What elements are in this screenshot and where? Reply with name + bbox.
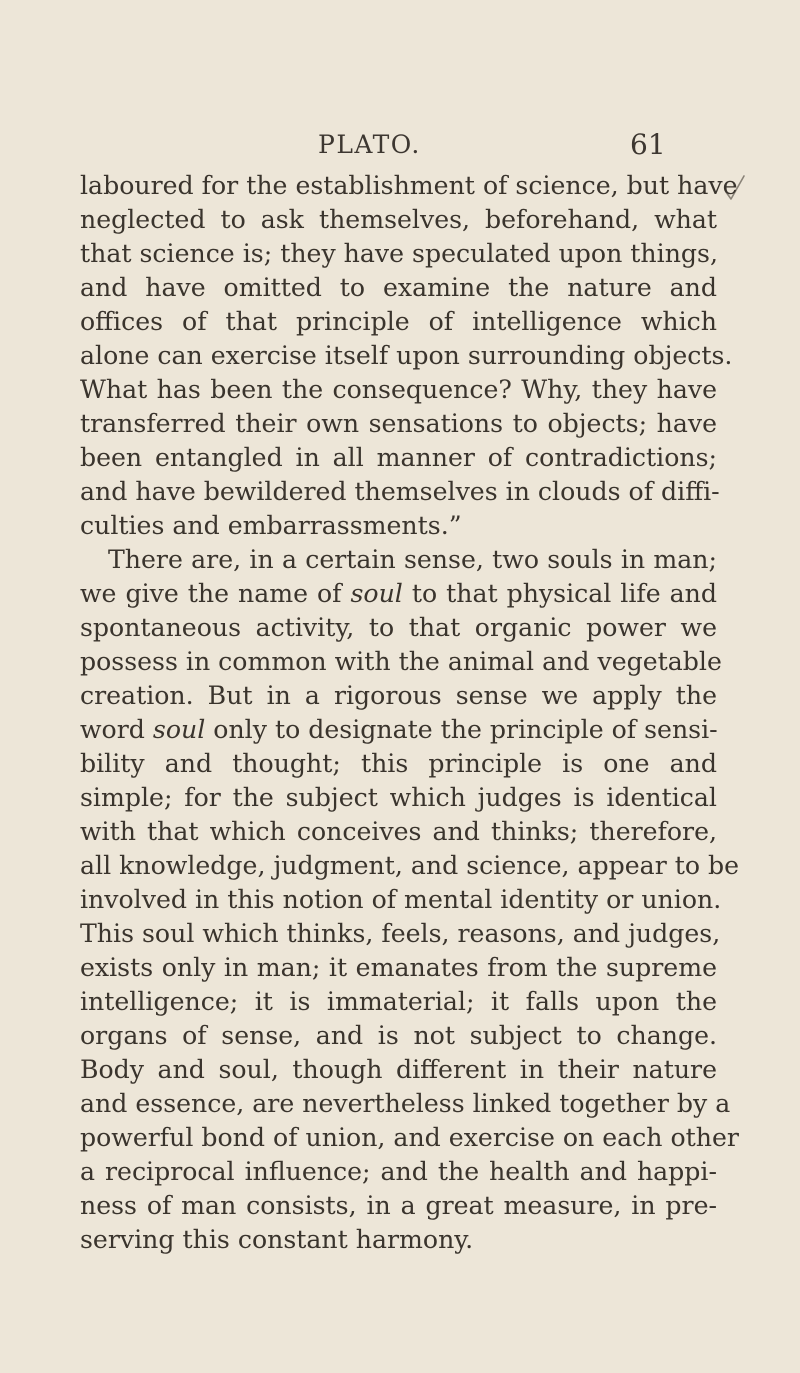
paragraph-start-line: There are, in a certain sense, two souls in man; [108,545,717,574]
text-line: involved in this notion of mental identity or union. [80,885,722,914]
text-line: been entangled in all manner of contradictions; [80,443,717,472]
text-line: serving this constant harmony. [80,1225,474,1254]
text-line: ness of man consists, in a great measure, in pre- [80,1191,717,1220]
text-line: with that which conceives and thinks; therefore, [80,817,717,846]
text-line: all knowledge, judgment, and science, appear to be [80,851,740,880]
text-line: bility and thought; this principle is one and [80,749,717,778]
running-head: PLATO. [318,130,421,159]
text-line: possess in common with the animal and vegetable [80,647,722,676]
italic-word: soul [152,715,206,744]
text-line: neglected to ask themselves, beforehand, what [80,205,717,234]
text-line: This soul which thinks, feels, reasons, and judges, [80,919,721,948]
text-line: intelligence; it is immaterial; it falls upon the [80,987,717,1016]
text-line: Body and soul, though different in their nature [80,1055,717,1084]
text-line: and have bewildered themselves in clouds of diffi- [80,477,720,506]
text-line: that science is; they have speculated upon things, [80,239,718,268]
text-line: spontaneous activity, to that organic power we [80,613,717,642]
text-line: simple; for the subject which judges is identical [80,783,717,812]
body-text [80,169,740,1257]
italic-word: soul [350,579,403,608]
text-line: and essence, are nevertheless linked together by a [80,1089,731,1118]
text-line: organs of sense, and is not subject to change. [80,1021,717,1050]
text-line: offices of that principle of intelligence which [80,307,717,336]
text-line: alone can exercise itself upon surrounding objects. [80,341,733,370]
page-header [0,128,800,168]
text-line: word soul only to designate the principle of sensi- [80,715,718,744]
text-line: What has been the consequence? Why, they have [80,375,717,404]
text-line: powerful bond of union, and exercise on each other [80,1123,739,1152]
page-number: 61 [630,128,666,161]
text-line: a reciprocal influence; and the health and happi- [80,1157,717,1186]
text-line: creation. But in a rigorous sense we apply the [80,681,717,710]
text-line: and have omitted to examine the nature and [80,273,717,302]
text-line: we give the name of soul to that physical life and [80,579,717,608]
text-line: transferred their own sensations to objects; have [80,409,717,438]
text-line: exists only in man; it emanates from the supreme [80,953,717,982]
text-line: culties and embarrassments.” [80,511,462,540]
text-line: laboured for the establishment of science, but have [80,171,738,200]
